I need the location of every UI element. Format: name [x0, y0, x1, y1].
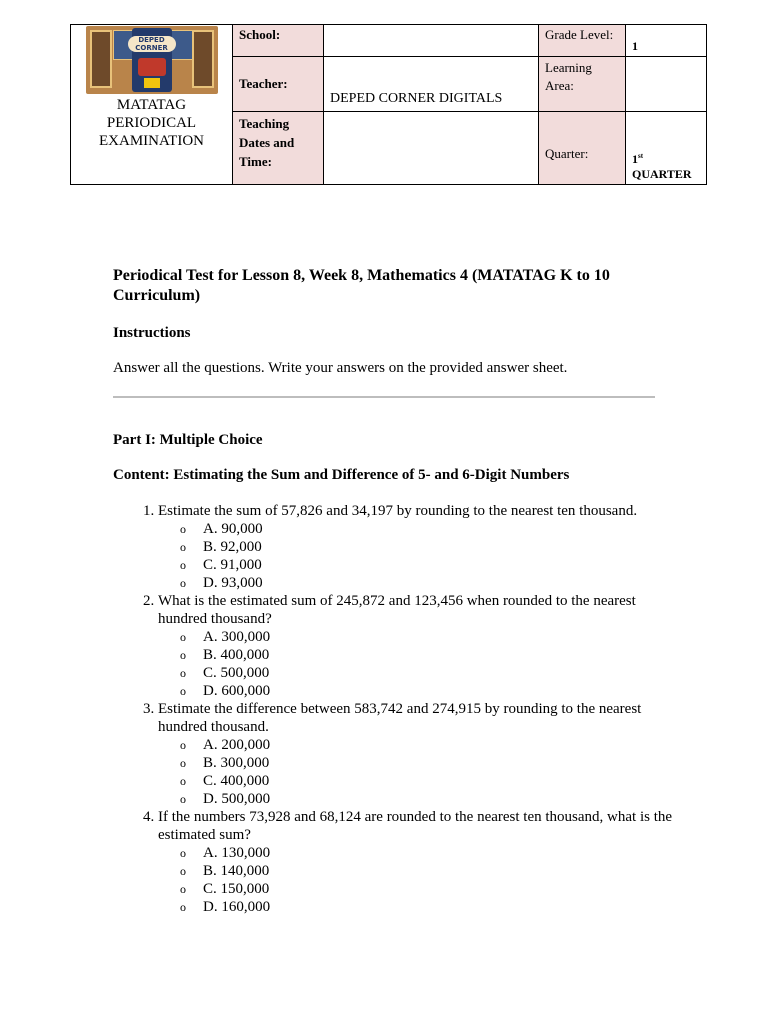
logo-title-cell	[71, 25, 233, 185]
bullet-icon: o	[180, 900, 186, 914]
option-item: o C. 500,000	[180, 665, 270, 681]
teaching-dates-value	[324, 112, 539, 185]
grade-level-value: 1	[626, 25, 707, 57]
option-item: o D. 600,000	[180, 683, 271, 699]
question-text: Estimate the difference between 583,742 and 274,915 by rounding to the nearest hundred thousand.	[158, 701, 642, 735]
option-list	[158, 736, 673, 808]
bullet-icon: o	[180, 558, 186, 572]
school-label: School:	[233, 25, 324, 57]
question-list	[113, 502, 673, 916]
teacher-label: Teacher:	[233, 57, 324, 112]
document-title: Periodical Test for Lesson 8, Week 8, Mathematics 4 (MATATAG K to 10 Curriculum)	[113, 267, 610, 304]
option-list	[158, 520, 673, 592]
option-list	[158, 844, 673, 916]
question-text: If the numbers 73,928 and 68,124 are rounded to the nearest ten thousand, what is the estimated sum?	[158, 809, 673, 843]
learning-area-label: Learning Area:	[539, 57, 626, 112]
bullet-icon: o	[180, 666, 186, 680]
bullet-icon: o	[180, 738, 186, 752]
quarter-word: QUARTER	[632, 167, 692, 181]
option-item: o A. 130,000	[180, 845, 271, 861]
bullet-icon: o	[180, 576, 186, 590]
bullet-icon: o	[180, 792, 186, 806]
question-item	[158, 592, 673, 700]
option-list	[158, 628, 673, 700]
option-item: o B. 300,000	[180, 755, 270, 771]
bullet-icon: o	[180, 540, 186, 554]
question-item	[158, 502, 673, 592]
exam-title: MATATAG PERIODICAL EXAMINATION	[99, 97, 204, 149]
teacher-value: DEPED CORNER DIGITALS	[324, 57, 539, 112]
quarter-suffix: st	[638, 152, 644, 160]
option-item: o B. 140,000	[180, 863, 270, 879]
bullet-icon: o	[180, 882, 186, 896]
quarter-label: Quarter:	[539, 112, 626, 185]
option-item: o A. 200,000	[180, 737, 271, 753]
bullet-icon: o	[180, 756, 186, 770]
bullet-icon: o	[180, 774, 186, 788]
document-body	[113, 266, 673, 916]
part-heading: Part I: Multiple Choice	[113, 432, 263, 448]
option-item: o D. 500,000	[180, 791, 271, 807]
deped-corner-logo	[86, 26, 218, 94]
question-text: Estimate the sum of 57,826 and 34,197 by rounding to the nearest ten thousand.	[158, 503, 638, 519]
quarter-value	[626, 112, 707, 185]
school-value	[324, 25, 539, 57]
question-item	[158, 700, 673, 808]
header-table	[70, 24, 707, 185]
option-item: o A. 90,000	[180, 521, 263, 537]
option-item: o A. 300,000	[180, 629, 271, 645]
option-item: o C. 400,000	[180, 773, 270, 789]
logo-text: DEPED CORNER	[128, 36, 176, 52]
question-text: What is the estimated sum of 245,872 and 123,456 when rounded to the nearest hundred thousand?	[158, 593, 636, 627]
teaching-dates-label: Teaching Dates and Time:	[233, 112, 324, 185]
bullet-icon: o	[180, 684, 186, 698]
grade-level-label: Grade Level:	[539, 25, 626, 57]
question-item	[158, 808, 673, 916]
bullet-icon: o	[180, 522, 186, 536]
option-item: o D. 160,000	[180, 899, 271, 915]
content-heading: Content: Estimating the Sum and Difference of 5- and 6-Digit Numbers	[113, 467, 570, 483]
option-item: o B. 400,000	[180, 647, 270, 663]
bullet-icon: o	[180, 630, 186, 644]
instructions-text: Answer all the questions. Write your answers on the provided answer sheet.	[113, 360, 568, 376]
option-item: o C. 91,000	[180, 557, 262, 573]
bullet-icon: o	[180, 846, 186, 860]
quarter-number: 1	[632, 152, 638, 166]
instructions-heading: Instructions	[113, 325, 191, 341]
option-item: o D. 93,000	[180, 575, 263, 591]
bullet-icon: o	[180, 648, 186, 662]
option-item: o C. 150,000	[180, 881, 270, 897]
learning-area-value	[626, 57, 707, 112]
option-item: o B. 92,000	[180, 539, 262, 555]
bullet-icon: o	[180, 864, 186, 878]
